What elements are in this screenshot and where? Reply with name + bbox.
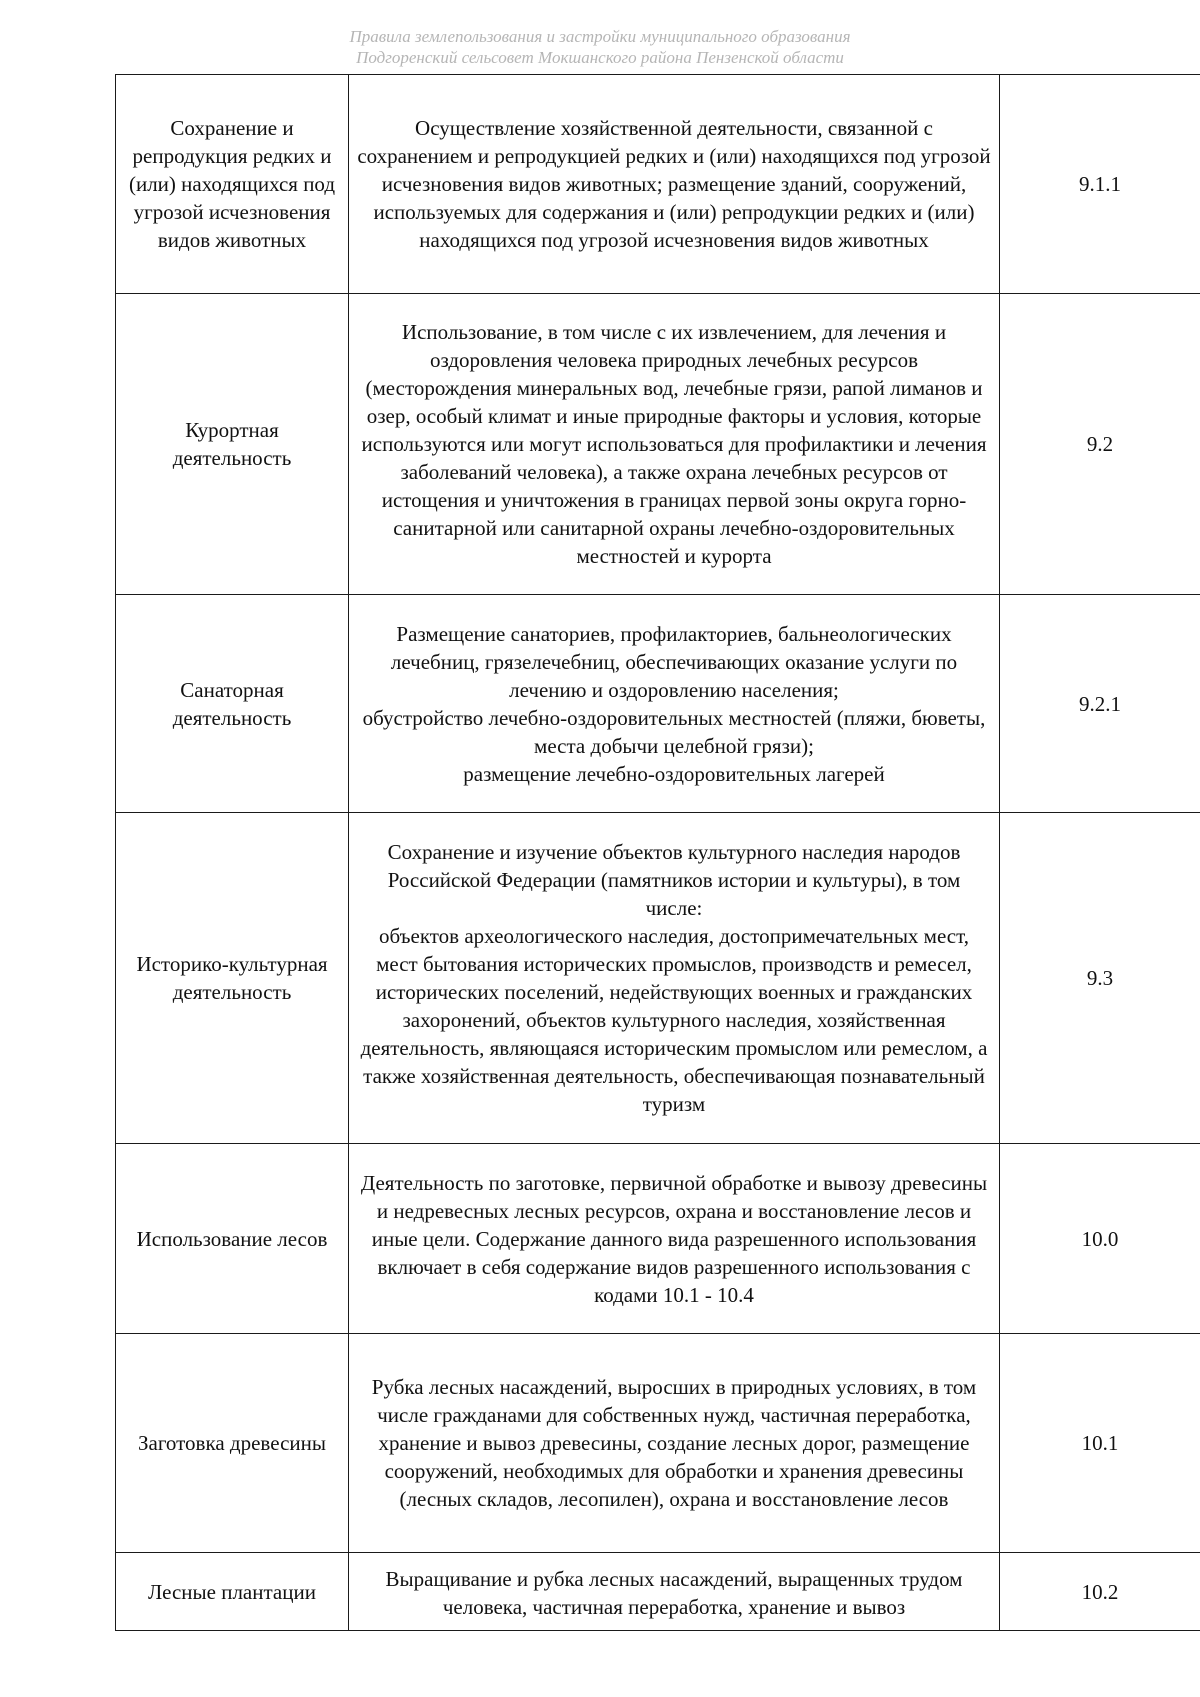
land-use-code: 10.2 [1000, 1553, 1200, 1631]
table-row [116, 294, 1200, 595]
table-row [116, 1334, 1200, 1553]
land-use-code: 9.1.1 [1000, 75, 1200, 294]
land-use-code: 9.2 [1000, 294, 1200, 595]
running-header-line-2: Подгоренский сельсовет Мокшанского района Пензенской области [356, 48, 844, 67]
land-use-name: Историко-культурная деятельность [116, 813, 349, 1144]
running-header [0, 26, 1200, 68]
table-row [116, 595, 1200, 813]
land-use-description: Размещение санаториев, профилакториев, бальнеологических лечебниц, грязелечебниц, обеспечивающих оказание услуги по лечению и оздоровлению населения; обустройство лечебно-оздоровительных местностей (пляжи, бюветы, места добычи целебной грязи); размещение лечебно-оздоровительных лагерей [349, 595, 1000, 813]
land-use-description: Деятельность по заготовке, первичной обработке и вывозу древесины и недревесных лесных ресурсов, охрана и восстановление лесов и иные цели. Содержание данного вида разрешенного использования включает в себя содержание видов разрешенного использования с кодами 10.1 - 10.4 [349, 1144, 1000, 1334]
land-use-name: Санаторная деятельность [116, 595, 349, 813]
land-use-code: 9.3 [1000, 813, 1200, 1144]
land-use-code: 9.2.1 [1000, 595, 1200, 813]
land-use-description: Выращивание и рубка лесных насаждений, выращенных трудом человека, частичная переработка, хранение и вывоз [349, 1553, 1000, 1631]
running-header-line-1: Правила землепользования и застройки муниципального образования [349, 27, 851, 46]
land-use-name: Лесные плантации [116, 1553, 349, 1631]
land-use-code: 10.0 [1000, 1144, 1200, 1334]
land-use-table [115, 74, 1200, 1631]
table-row [116, 1553, 1200, 1631]
table-row [116, 1144, 1200, 1334]
land-use-name: Заготовка древесины [116, 1334, 349, 1553]
table-row [116, 75, 1200, 294]
land-use-description: Сохранение и изучение объектов культурного наследия народов Российской Федерации (памятников истории и культуры), в том числе: объектов археологического наследия, достопримечательных мест, мест бытования исторических промыслов, производств и ремесел, исторических поселений, недействующих военных и гражданских захоронений, объектов культурного наследия, хозяйственная деятельность, являющаяся историческим промыслом или ремеслом, а также хозяйственная деятельность, обеспечивающая познавательный туризм [349, 813, 1000, 1144]
table-row [116, 813, 1200, 1144]
land-use-name: Курортная деятельность [116, 294, 349, 595]
land-use-description: Рубка лесных насаждений, выросших в природных условиях, в том числе гражданами для собственных нужд, частичная переработка, хранение и вывоз древесины, создание лесных дорог, размещение сооружений, необходимых для обработки и хранения древесины (лесных складов, лесопилен), охрана и восстановление лесов [349, 1334, 1000, 1553]
land-use-description: Использование, в том числе с их извлечением, для лечения и оздоровления человека природных лечебных ресурсов (месторождения минеральных вод, лечебные грязи, рапой лиманов и озер, особый климат и иные природные факторы и условия, которые используются или могут использоваться для профилактики и лечения заболеваний человека), а также охрана лечебных ресурсов от истощения и уничтожения в границах первой зоны округа горно-санитарной или санитарной охраны лечебно-оздоровительных местностей и курорта [349, 294, 1000, 595]
land-use-description: Осуществление хозяйственной деятельности, связанной с сохранением и репродукцией редких и (или) находящихся под угрозой исчезновения видов животных; размещение зданий, сооружений, используемых для содержания и (или) репродукции редких и (или) находящихся под угрозой исчезновения видов животных [349, 75, 1000, 294]
land-use-code: 10.1 [1000, 1334, 1200, 1553]
land-use-name: Использование лесов [116, 1144, 349, 1334]
land-use-name: Сохранение и репродукция редких и (или) находящихся под угрозой исчезновения видов животных [116, 75, 349, 294]
